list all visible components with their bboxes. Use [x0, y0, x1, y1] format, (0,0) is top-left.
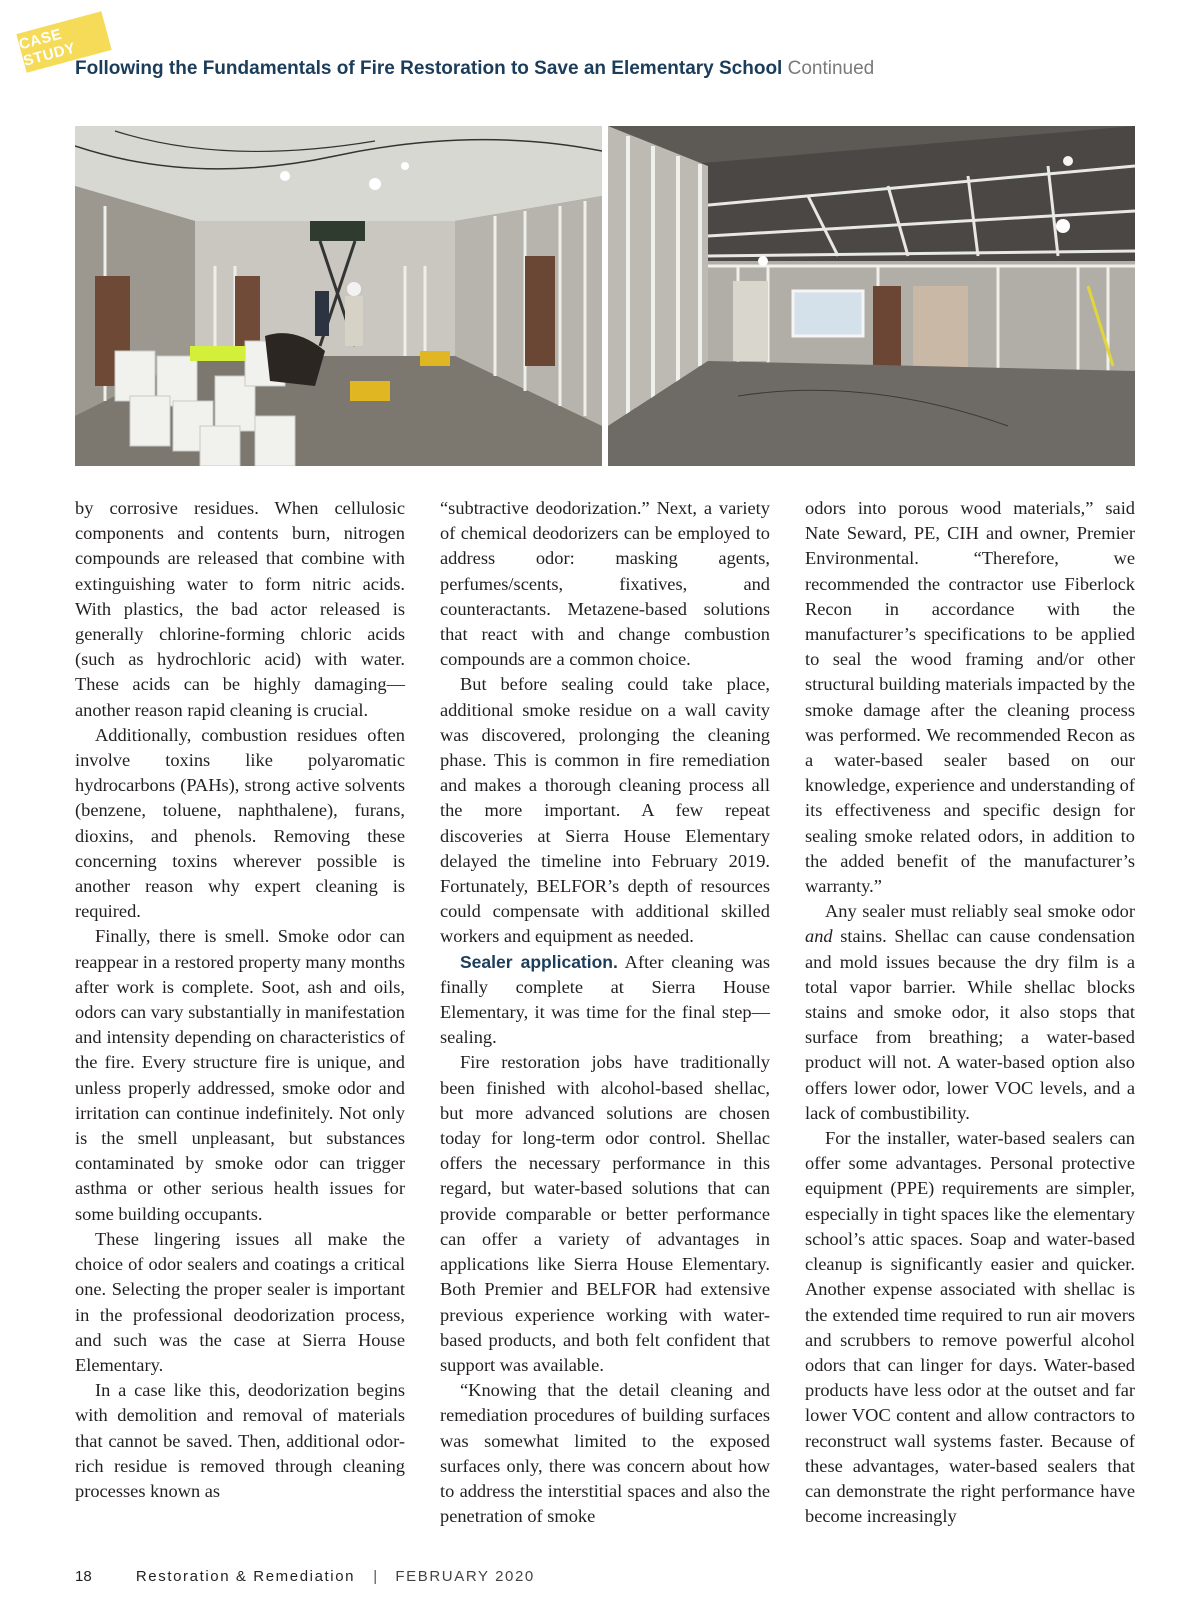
- footer-separator: |: [373, 1568, 378, 1585]
- paragraph-text: “Knowing that the detail cleaning and remediation procedures of building surfaces was somewhat limited to the exposed surfaces only, there was concern about how to address the interstitial spaces and also the penetration of smoke: [440, 1380, 770, 1527]
- section-heading: Sealer application.: [460, 951, 618, 972]
- paragraph: [805, 1126, 1135, 1529]
- construction-site-photo-image: [75, 126, 602, 466]
- paragraph-text: After cleaning was finally complete at Sierra House Elementary, it was time for the final step—sealing.: [440, 951, 770, 1048]
- paragraph-text: For the installer, water-based sealers can offer some advantages. Personal protective equipment (PPE) requirements are simpler, especially in tight spaces like the elementary school’s attic spaces. Soap and water-based cleanup is significantly easier and quicker. Another expense associated with shellac is the extended time required to run air movers and scrubbers to remove powerful alcohol odors that can linger for days. Water-based products have less odor at the outset and far lower VOC content and allow contractors to reconstruct wall systems faster. Because of these advantages, water-based sealers that can demonstrate the right performance have become increasingly: [805, 1128, 1135, 1527]
- construction-site-photo: [75, 126, 602, 466]
- paragraph-text: These lingering issues all make the choice of odor sealers and coatings a critical one. Selecting the proper sealer is important in the professional deodorization process, and such was the case at Sierra House Elementary.: [75, 1228, 405, 1375]
- paragraph-text: by corrosive residues. When cellulosic components and contents burn, nitrogen compounds are released that combine with extinguishing water to form nitric acids. With plastics, the bad actor released is generally chlorine-forming chloric acids (such as hydrochloric acid) with water. These acids can be highly damaging—another reason rapid cleaning is crucial.: [75, 498, 405, 720]
- paragraph: [75, 723, 405, 925]
- paragraph-text: “subtractive deodorization.” Next, a variety of chemical deodorizers can be employed to address odor: masking agents, perfumes/scents, fixatives, and counteractants. Metazene-based solutions that react with and change combustion compounds are a common choice.: [440, 498, 770, 670]
- paragraph: [75, 1378, 405, 1504]
- page-header: [75, 56, 1160, 82]
- article-body: [75, 496, 1135, 1529]
- paragraph: [440, 496, 770, 672]
- paragraph-text: odors into porous wood materials,” said Nate Seward, PE, CIH and owner, Premier Environmental. “Therefore, we recommended the contractor use Fiberlock Recon in accordance with the manufacturer’s specifications to be applied to seal the wood framing and/or other structural building materials impacted by the smoke damage after the cleaning process was performed. We recommended Recon as a water-based sealer based on our knowledge, experience and understanding of its effectiveness and specific design for sealing smoke related odors, in addition to the added benefit of the manufacturer’s warranty.”: [805, 498, 1135, 897]
- paragraph-text: But before sealing could take place, additional smoke residue on a wall cavity was discovered, prolonging the cleaning phase. This is common in fire remediation and makes a thorough cleaning process all the more important. A few repeat discoveries at Sierra House Elementary delayed the timeline into February 2019. Fortunately, BELFOR’s depth of resources could compensate with additional skilled workers and equipment as needed.: [440, 674, 770, 947]
- paragraph-text: Fire restoration jobs have traditionally been finished with alcohol-based shellac, but more advanced solutions are chosen today for long-term odor control. Shellac offers the necessary performance in this regard, but water-based solutions that can provide comparable or better performance can offer a variety of advantages in applications like Sierra House Elementary. Both Premier and BELFOR had extensive previous experience working with water-based products, and both felt confident that support was available.: [440, 1052, 770, 1375]
- paragraph: [440, 1050, 770, 1378]
- page-number: 18: [75, 1568, 92, 1585]
- article-title: Following the Fundamentals of Fire Restoration to Save an Elementary School: [75, 58, 783, 79]
- paragraph: [75, 1227, 405, 1378]
- renovated-room-photo-image: [608, 126, 1135, 466]
- paragraph-text: In a case like this, deodorization begins with demolition and removal of materials that cannot be saved. Then, additional odor-rich residue is removed through cleaning processes known as: [75, 1380, 405, 1501]
- paragraph: [440, 950, 770, 1051]
- issue-date: FEBRUARY 2020: [395, 1568, 535, 1585]
- paragraph-text: Any sealer must reliably seal smoke odor and stains. Shellac can cause condensation and mold issues because the dry film is a total vapor barrier. While shellac blocks stains and smoke odor, it also stops that surface from breathing; a water-based product will not. A water-based option also offers lower odor, lower VOC levels, and a lack of combustibility.: [805, 901, 1135, 1123]
- column-1: [75, 496, 405, 1529]
- paragraph: [440, 672, 770, 949]
- column-3: [805, 496, 1135, 1529]
- case-study-tag: CASE STUDY: [16, 11, 111, 72]
- page-footer: [75, 1568, 535, 1585]
- magazine-name: Restoration & Remediation: [135, 1568, 356, 1585]
- paragraph-text: Additionally, combustion residues often involve toxins like polyaromatic hydrocarbons (PAHs), strong active solvents (benzene, toluene, naphthalene), furans, dioxins, and phenols. Removing these concerning toxins wherever possible is another reason why expert cleaning is required.: [75, 724, 405, 922]
- paragraph-text: Finally, there is smell. Smoke odor can reappear in a restored property many months after work is complete. Soot, ash and oils, odors can vary substantially in manifestation and intensity depending on characteristics of the fire. Every structure fire is unique, and unless properly addressed, smoke odor and irritation can continue indefinitely. Not only is the smell unpleasant, but substances contaminated by smoke odor can trigger asthma or other serious health issues for some building occupants.: [75, 926, 405, 1224]
- paragraph: [805, 496, 1135, 899]
- renovated-room-photo: [608, 126, 1135, 466]
- continued-label: Continued: [787, 58, 875, 79]
- paragraph: [75, 496, 405, 723]
- paragraph: [440, 1378, 770, 1529]
- paragraph: [805, 899, 1135, 1126]
- paragraph: [75, 924, 405, 1226]
- column-2: [440, 496, 770, 1529]
